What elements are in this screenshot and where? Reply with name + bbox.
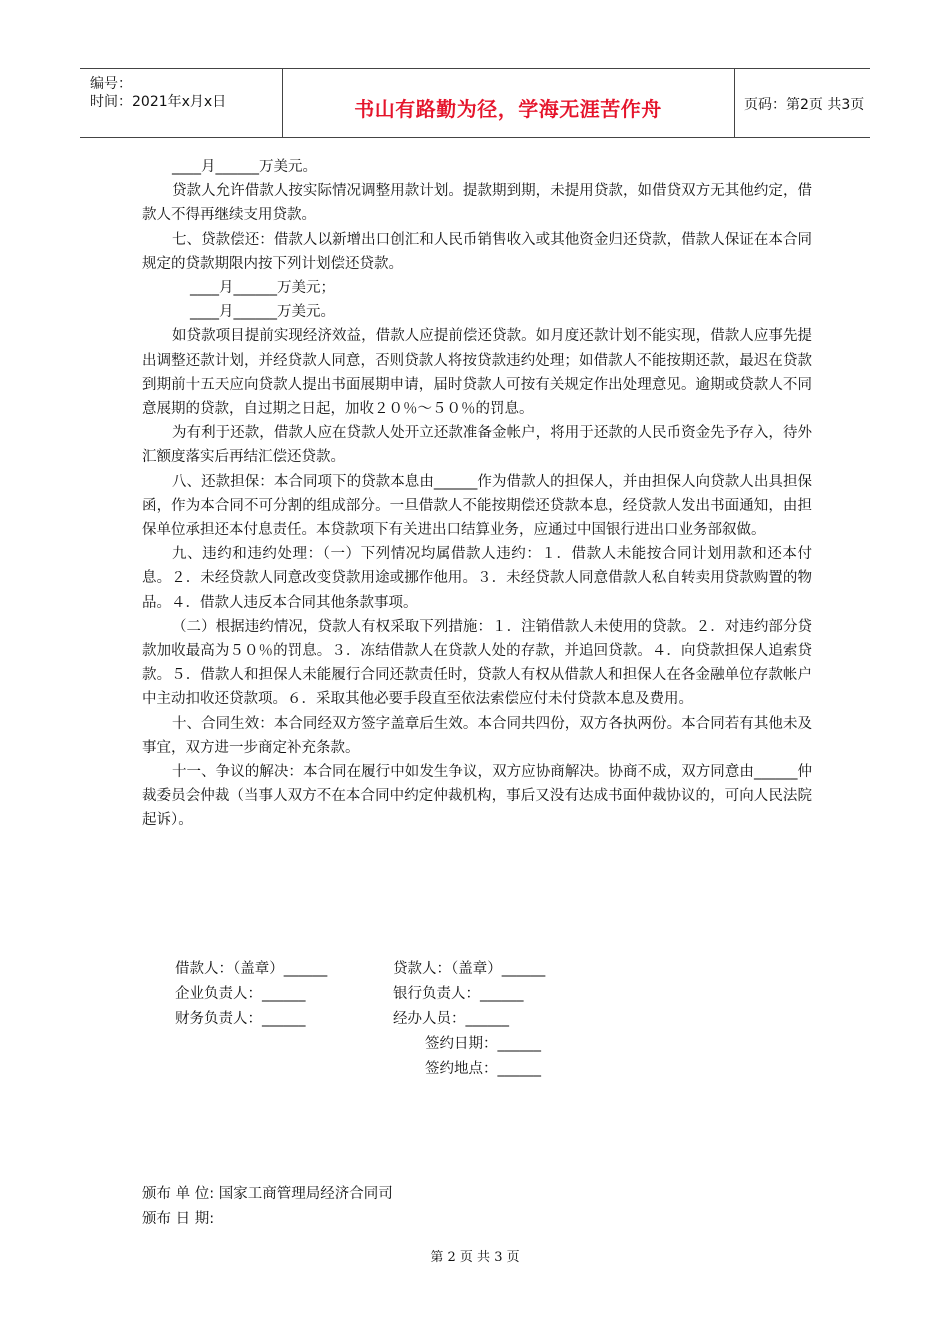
contract-paragraph: 贷款人允许借款人按实际情况调整用款计划。提款期到期，未提用贷款，如借贷双方无其他约定，借款人不得再继续支用贷款。 xyxy=(142,183,812,224)
contract-paragraph: 七、贷款偿还：借款人以新增出口创汇和人民币销售收入或其他资金归还贷款，借款人保证在本合同规定的贷款期限内按下列计划偿还贷款。 xyxy=(142,231,812,272)
page-footer: 第 2 页 共 3 页 xyxy=(430,1250,520,1265)
contract-paragraph: 十、合同生效：本合同经双方签字盖章后生效。本合同共四份，双方各执两份。本合同若有其他未及事宜，双方进一步商定补充条款。 xyxy=(142,715,812,756)
contract-paragraph: 十一、争议的解决：本合同在履行中如发生争议，双方应协商解决。协商不成，双方同意由______仲裁委员会仲裁（当事人双方不在本合同中约定仲裁机构，事后又没有达成书面仲裁协议的，可向人民法院起诉）。 xyxy=(142,764,812,829)
header-page-cell xyxy=(734,69,870,137)
repayment-schedule-line: ____月______万美元。 xyxy=(190,304,335,321)
finance-head-signature: 财务负责人：______ xyxy=(175,1011,306,1027)
publication-date: 颁布 日 期: xyxy=(142,1211,215,1227)
publication-unit: 颁布 单 位: 国家工商管理局经济合同司 xyxy=(142,1186,393,1202)
contract-paragraph: 九、违约和违约处理：（一）下列情况均属借款人违约：１．借款人未能按合同计划用款和还本付息。２．未经贷款人同意改变贷款用途或挪作他用。３．未经贷款人同意借款人私自转卖用贷款购置的物品。４．借款人违反本合同其他条款事项。 xyxy=(142,546,812,611)
header-motto: 书山有路勤为径，学海无涯苦作舟 xyxy=(354,97,662,121)
lender-signature: 贷款人：（盖章）______ xyxy=(393,961,546,977)
contract-paragraph: （二）根据违约情况，贷款人有权采取下列措施：１．注销借款人未使用的贷款。２．对违约部分贷款加收最高为５０％的罚息。３．冻结借款人在贷款人处的存款，并追回贷款。４．向贷款担保人追索贷款。５．借款人和担保人未能履行合同还款责任时，贷款人有权从借款人和担保人在各金融单位存款帐户中主动扣收还贷款项。６．采取其他必要手段直至依法索偿应付未付贷款本息及费用。 xyxy=(142,618,812,708)
page-header xyxy=(80,68,870,138)
publication-info xyxy=(142,1182,393,1232)
contract-paragraph: 如贷款项目提前实现经济效益，借款人应提前偿还贷款。如月度还款计划不能实现，借款人应事先提出调整还款计划，并经贷款人同意，否则贷款人将按贷款违约处理；如借款人不能按期还款，最迟在贷款到期前十五天应向贷款人提出书面展期申请，届时贷款人可按有关规定作出处理意见。逾期或贷款人不同意展期的贷款，自过期之日起，加收２０％～５０％的罚息。 xyxy=(142,328,812,418)
borrower-signature: 借款人：（盖章）______ xyxy=(175,961,328,977)
document-number-label: 编号： xyxy=(90,76,132,92)
bank-head-signature: 银行负责人：______ xyxy=(393,986,524,1002)
contract-body xyxy=(142,155,812,833)
document-time-label: 时间：2021年x月x日 xyxy=(90,94,227,110)
signature-block xyxy=(175,957,775,1082)
contract-paragraph: ____月______万美元。 xyxy=(172,159,317,175)
repayment-schedule-line: ____月______万美元； xyxy=(190,280,335,297)
contract-paragraph: 为有利于还款，借款人应在贷款人处开立还款准备金帐户，将用于还款的人民币资金先予存入，待外汇额度落实后再结汇偿还贷款。 xyxy=(142,425,812,466)
sign-date: 签约日期：______ xyxy=(425,1036,541,1052)
enterprise-head-signature: 企业负责人：______ xyxy=(175,986,306,1002)
handler-signature: 经办人员：______ xyxy=(393,1011,509,1027)
header-motto-cell xyxy=(282,69,735,137)
sign-place: 签约地点：______ xyxy=(425,1061,541,1077)
header-page-number: 页码：第2页 共3页 xyxy=(744,97,865,113)
contract-paragraph: 八、还款担保：本合同项下的贷款本息由______作为借款人的担保人，并由担保人向贷款人出具担保函，作为本合同不可分割的组成部分。一旦借款人不能按期偿还贷款本息，经贷款人发出书面通知，由担保单位承担还本付息责任。本贷款项下有关进出口结算业务，应通过中国银行进出口业务部叙做。 xyxy=(142,473,812,539)
header-meta-cell xyxy=(80,69,283,137)
